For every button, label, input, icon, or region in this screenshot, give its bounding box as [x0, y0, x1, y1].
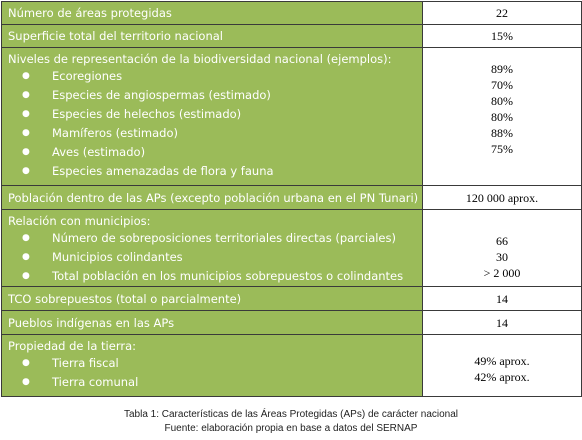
row-value-cell	[423, 25, 582, 48]
row-value: 80%	[491, 110, 513, 124]
table-row	[2, 311, 582, 335]
row-value: 80%	[491, 94, 513, 108]
bullet-icon: ●	[22, 109, 30, 119]
list-item-label: Municipios colindantes	[52, 250, 183, 264]
table-row	[2, 48, 582, 186]
row-label-cell	[2, 48, 423, 186]
list-item-label: Especies de helechos (estimado)	[52, 107, 242, 121]
row-value-cell	[423, 287, 582, 311]
list-item	[22, 354, 422, 373]
municipalities-list	[2, 229, 422, 286]
list-item-label: Especies de angiospermas (estimado)	[52, 88, 271, 102]
table-caption: Tabla 1: Características de las Áreas Protegidas (APs) de carácter nacional	[123, 409, 459, 420]
row-value-cell	[423, 335, 582, 397]
list-item-label: Aves (estimado)	[52, 145, 146, 159]
row-label-cell	[2, 25, 423, 48]
bullet-icon: ●	[22, 233, 30, 243]
row-label: Pueblos indígenas en las APs	[8, 316, 175, 330]
row-value-cell	[423, 48, 582, 186]
table-row	[2, 335, 582, 397]
list-item	[22, 248, 422, 267]
list-item-label: Ecoregiones	[52, 69, 123, 83]
row-label-cell	[2, 311, 423, 335]
row-label: Niveles de representación de la biodiversidad nacional (ejemplos):	[8, 52, 392, 66]
row-value: > 2 000	[483, 266, 521, 280]
row-label: TCO sobrepuestos (total o parcialmente)	[8, 292, 242, 306]
row-value: 42% aprox.	[474, 370, 530, 384]
list-item	[22, 143, 422, 162]
row-value: 89%	[491, 62, 513, 76]
row-label: Superficie total del territorio nacional	[8, 29, 223, 43]
list-item	[22, 162, 422, 181]
bullet-icon: ●	[22, 166, 30, 176]
list-item-label: Mamíferos (estimado)	[52, 126, 178, 140]
row-value: 49% aprox.	[474, 354, 530, 368]
row-label-cell	[2, 210, 423, 287]
bullet-icon: ●	[22, 71, 30, 81]
row-label: Número de áreas protegidas	[8, 6, 172, 20]
row-label: Población dentro de las APs (excepto población urbana en el PN Tunari)	[8, 191, 419, 205]
row-value: 14	[496, 316, 508, 330]
table-source: Fuente: elaboración propia en base a datos del SERNAP	[164, 423, 418, 434]
table-row	[2, 25, 582, 48]
land-ownership-list	[2, 354, 422, 392]
bullet-icon: ●	[22, 252, 30, 262]
table-row	[2, 287, 582, 311]
row-value-cell	[423, 311, 582, 335]
row-value-cell	[423, 186, 582, 210]
list-item-label: Número de sobreposiciones territoriales directas (parciales)	[52, 231, 396, 245]
protected-areas-table	[1, 1, 582, 397]
list-item	[22, 124, 422, 143]
row-value: 22	[496, 6, 508, 20]
row-value-cell	[423, 2, 582, 25]
list-item	[22, 67, 422, 86]
row-value-cell	[423, 210, 582, 287]
table-row	[2, 210, 582, 287]
row-value: 14	[496, 292, 508, 306]
row-label: Relación con municipios:	[8, 214, 151, 228]
row-value: 15%	[491, 29, 513, 43]
row-value: 88%	[491, 126, 513, 140]
bullet-icon: ●	[22, 147, 30, 157]
list-item-label: Tierra fiscal	[52, 356, 119, 370]
value-list	[423, 210, 581, 281]
bullet-icon: ●	[22, 90, 30, 100]
row-value: 70%	[491, 78, 513, 92]
value-list	[423, 335, 581, 385]
row-value: 30	[496, 250, 508, 264]
list-item	[22, 86, 422, 105]
list-item-label: Total población en los municipios sobrepuestos o colindantes	[52, 269, 404, 283]
biodiversity-list	[2, 67, 422, 181]
row-value: 120 000 aprox.	[465, 191, 539, 205]
bullet-icon: ●	[22, 271, 30, 281]
bullet-icon: ●	[22, 128, 30, 138]
row-label-cell	[2, 287, 423, 311]
list-item	[22, 105, 422, 124]
row-value: 66	[496, 234, 508, 248]
list-item	[22, 267, 422, 286]
table-row	[2, 2, 582, 25]
list-item	[22, 229, 422, 248]
list-item-label: Tierra comunal	[52, 375, 139, 389]
bullet-icon: ●	[22, 358, 30, 368]
bullet-icon: ●	[22, 377, 30, 387]
row-label: Propiedad de la tierra:	[8, 339, 136, 353]
row-label-cell	[2, 2, 423, 25]
row-value: 75%	[491, 142, 513, 156]
list-item	[22, 373, 422, 392]
table-row	[2, 186, 582, 210]
list-item-label: Especies amenazadas de flora y fauna	[52, 164, 274, 178]
value-list	[423, 48, 581, 157]
row-label-cell	[2, 186, 423, 210]
row-label-cell	[2, 335, 423, 397]
